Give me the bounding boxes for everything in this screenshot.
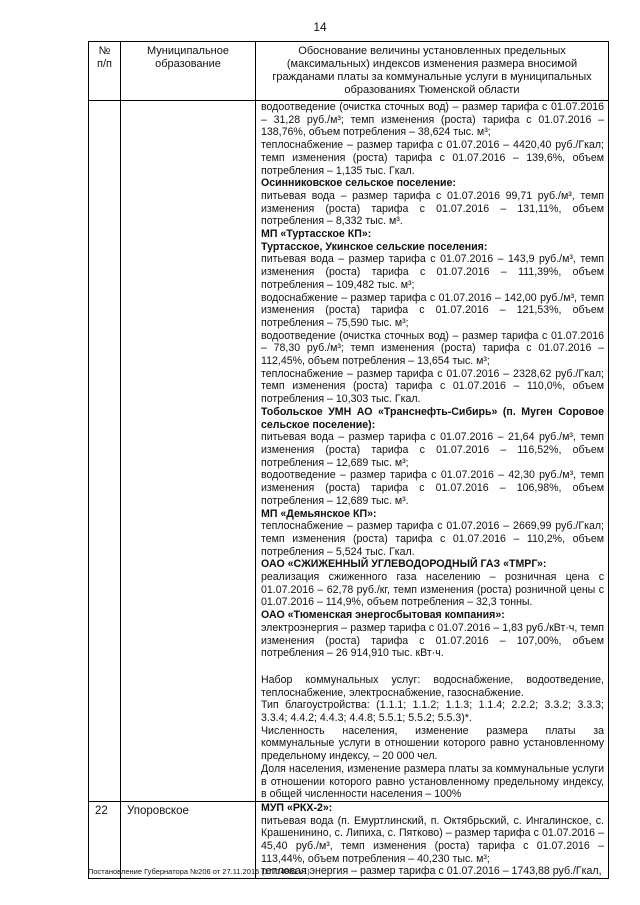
section-heading: ОАО «СЖИЖЕННЫЙ УГЛЕВОДОРОДНЫЙ ГАЗ «ТМРГ»:	[261, 558, 547, 571]
row2-municipality: Упоровское	[121, 801, 256, 878]
row2-num: 22	[89, 801, 121, 878]
section-heading: ОАО «Тюменская энергосбытовая компания»:	[261, 609, 505, 622]
tariff-table	[88, 41, 609, 879]
header-justification: Обоснование величины установленных предельных (максимальных) индексов изменения размера вносимой гражданами платы за коммунальные услуги в муниципальных образованиях Тюменской области	[256, 42, 609, 101]
document-footer: Постановление Губернатора №206 от 27.11.2015 (17714881 v1)	[88, 867, 310, 876]
paragraph: водоотведение (очистка сточных вод) – размер тарифа с 01.07.2016 – 31,28 руб./м³; темп изменения (роста) тарифа с 01.07.2016 – 138,76%, объем потребления – 38,624 тыс. м³;	[261, 101, 604, 139]
section-heading: Осинниковское сельское поселение:	[261, 177, 456, 190]
table-row	[89, 101, 609, 802]
row1-num-cell	[89, 101, 121, 802]
section-heading: МП «Туртасское КП»:	[261, 228, 372, 241]
paragraph: электроэнергия – размер тарифа с 01.07.2016 – 1,83 руб./кВт·ч, темп изменения (роста) тарифа с 01.07.2016 – 107,00%, объем потребления – 26 914,910 тыс. кВт·ч.	[261, 621, 604, 660]
paragraph: Тип благоустройства: (1.1.1; 1.1.2; 1.1.3; 1.1.4; 2.2.2; 3.3.2; 3.3.3; 3.3.4; 4.4.2; 4.4.3; 4.4.8; 5.5.1; 5.5.2; 5.5.3)*.	[261, 699, 604, 725]
paragraph: питьевая вода – размер тарифа с 01.07.2016 – 21,64 руб./м³, темп изменения (роста) тарифа с 01.07.2016 – 116,52%, объем потребления – 12,689 тыс. м³;	[261, 431, 604, 469]
paragraph: теплоснабжение – размер тарифа с 01.07.2016 – 2669,99 руб./Гкал; темп изменения (роста) тарифа с 01.07.2016 – 110,2%, объем потребления – 5,524 тыс. Гкал.	[261, 520, 604, 558]
header-num: № п/п	[89, 42, 121, 101]
paragraph: реализация сжиженного газа населению – розничная цена с 01.07.2016 – 62,78 руб./кг, темп изменения (роста) розничной цены с 01.07.2016 – 114,9%, объем потребления – 32,3 тонны.	[261, 571, 604, 609]
paragraph: водоотведение (очистка сточных вод) – размер тарифа с 01.07.2016 – 78,30 руб./м³; темп изменения (роста) тарифа с 01.07.2016 – 112,45%, объем потребления – 13,654 тыс. м³;	[261, 329, 604, 368]
table-header-row	[89, 42, 609, 101]
row1-municipality-cell	[121, 101, 256, 802]
paragraph: питьевая вода (п. Емуртлинский, п. Октябрьский, с. Ингалинское, с. Крашенинино, с. Липиха, с. Пятково) – размер тарифа с 01.07.2016 – 45,40 руб./м³, темп изменения (роста) тарифа с 01.07.2016 – 113,44%, объем потребления – 40,230 тыс. м³;	[261, 814, 604, 865]
paragraph	[261, 660, 604, 674]
paragraph: теплоснабжение – размер тарифа с 01.07.2016 – 2328,62 руб./Гкал; темп изменения (роста) тарифа с 01.07.2016 – 110,0%, объем потребления – 10,303 тыс. Гкал.	[261, 367, 604, 406]
paragraph: Набор коммунальных услуг: водоснабжение, водоотведение, теплоснабжение, электроснабжение, газоснабжение.	[261, 673, 604, 699]
paragraph: Доля населения, изменение размера платы за коммунальные услуги в отношении которого равно установленному предельному индексу, в общей численности населения – 100%	[261, 762, 604, 801]
row1-text-cell	[256, 101, 609, 802]
section-heading: МУП «РКХ-2»:	[261, 801, 333, 814]
paragraph: теплоснабжение – размер тарифа с 01.07.2016 – 4420,40 руб./Гкал; темп изменения (роста) тарифа с 01.07.2016 – 139,6%, объем потребления – 1,135 тыс. Гкал.	[261, 139, 604, 177]
page-number: 14	[313, 20, 327, 34]
section-heading: МП «Демьянское КП»:	[261, 507, 377, 520]
paragraph: тепловая энергия – размер тарифа с 01.07.2016 – 1743,88 руб./Гкал,	[261, 865, 602, 878]
section-heading: Тобольское УМН АО «Транснефть-Сибирь» (п. Муген Соровое сельское поселение):	[261, 405, 604, 431]
paragraph: Численность населения, изменение размера платы за коммунальные услуги в отношении которого равно установленному предельному индексу, – 20 000 чел.	[261, 724, 604, 763]
paragraph: водоснабжение – размер тарифа с 01.07.2016 – 142,00 руб./м³, темп изменения (роста) тарифа с 01.07.2016 – 121,53%, объем потребления – 75,590 тыс. м³;	[261, 291, 604, 329]
header-municipality: Муниципальное образование	[121, 42, 256, 101]
paragraph: питьевая вода – размер тарифа с 01.07.2016 – 143,9 руб./м³, темп изменения (роста) тарифа с 01.07.2016 – 111,39%, объем потребления – 109,482 тыс. м³;	[261, 253, 604, 291]
paragraph: питьевая вода – размер тарифа с 01.07.2016 99,71 руб./м³, темп изменения (роста) тарифа с 01.07.2016 – 131,11%, объем потребления – 8,332 тыс. м³.	[261, 189, 604, 228]
section-heading: Туртасское, Укинское сельские поселения:	[261, 240, 488, 253]
paragraph: водоотведение – размер тарифа с 01.07.2016 – 42,30 руб./м³, темп изменения (роста) тарифа с 01.07.2016 – 106,98%, объем потребления – 12,689 тыс. м³.	[261, 469, 604, 507]
